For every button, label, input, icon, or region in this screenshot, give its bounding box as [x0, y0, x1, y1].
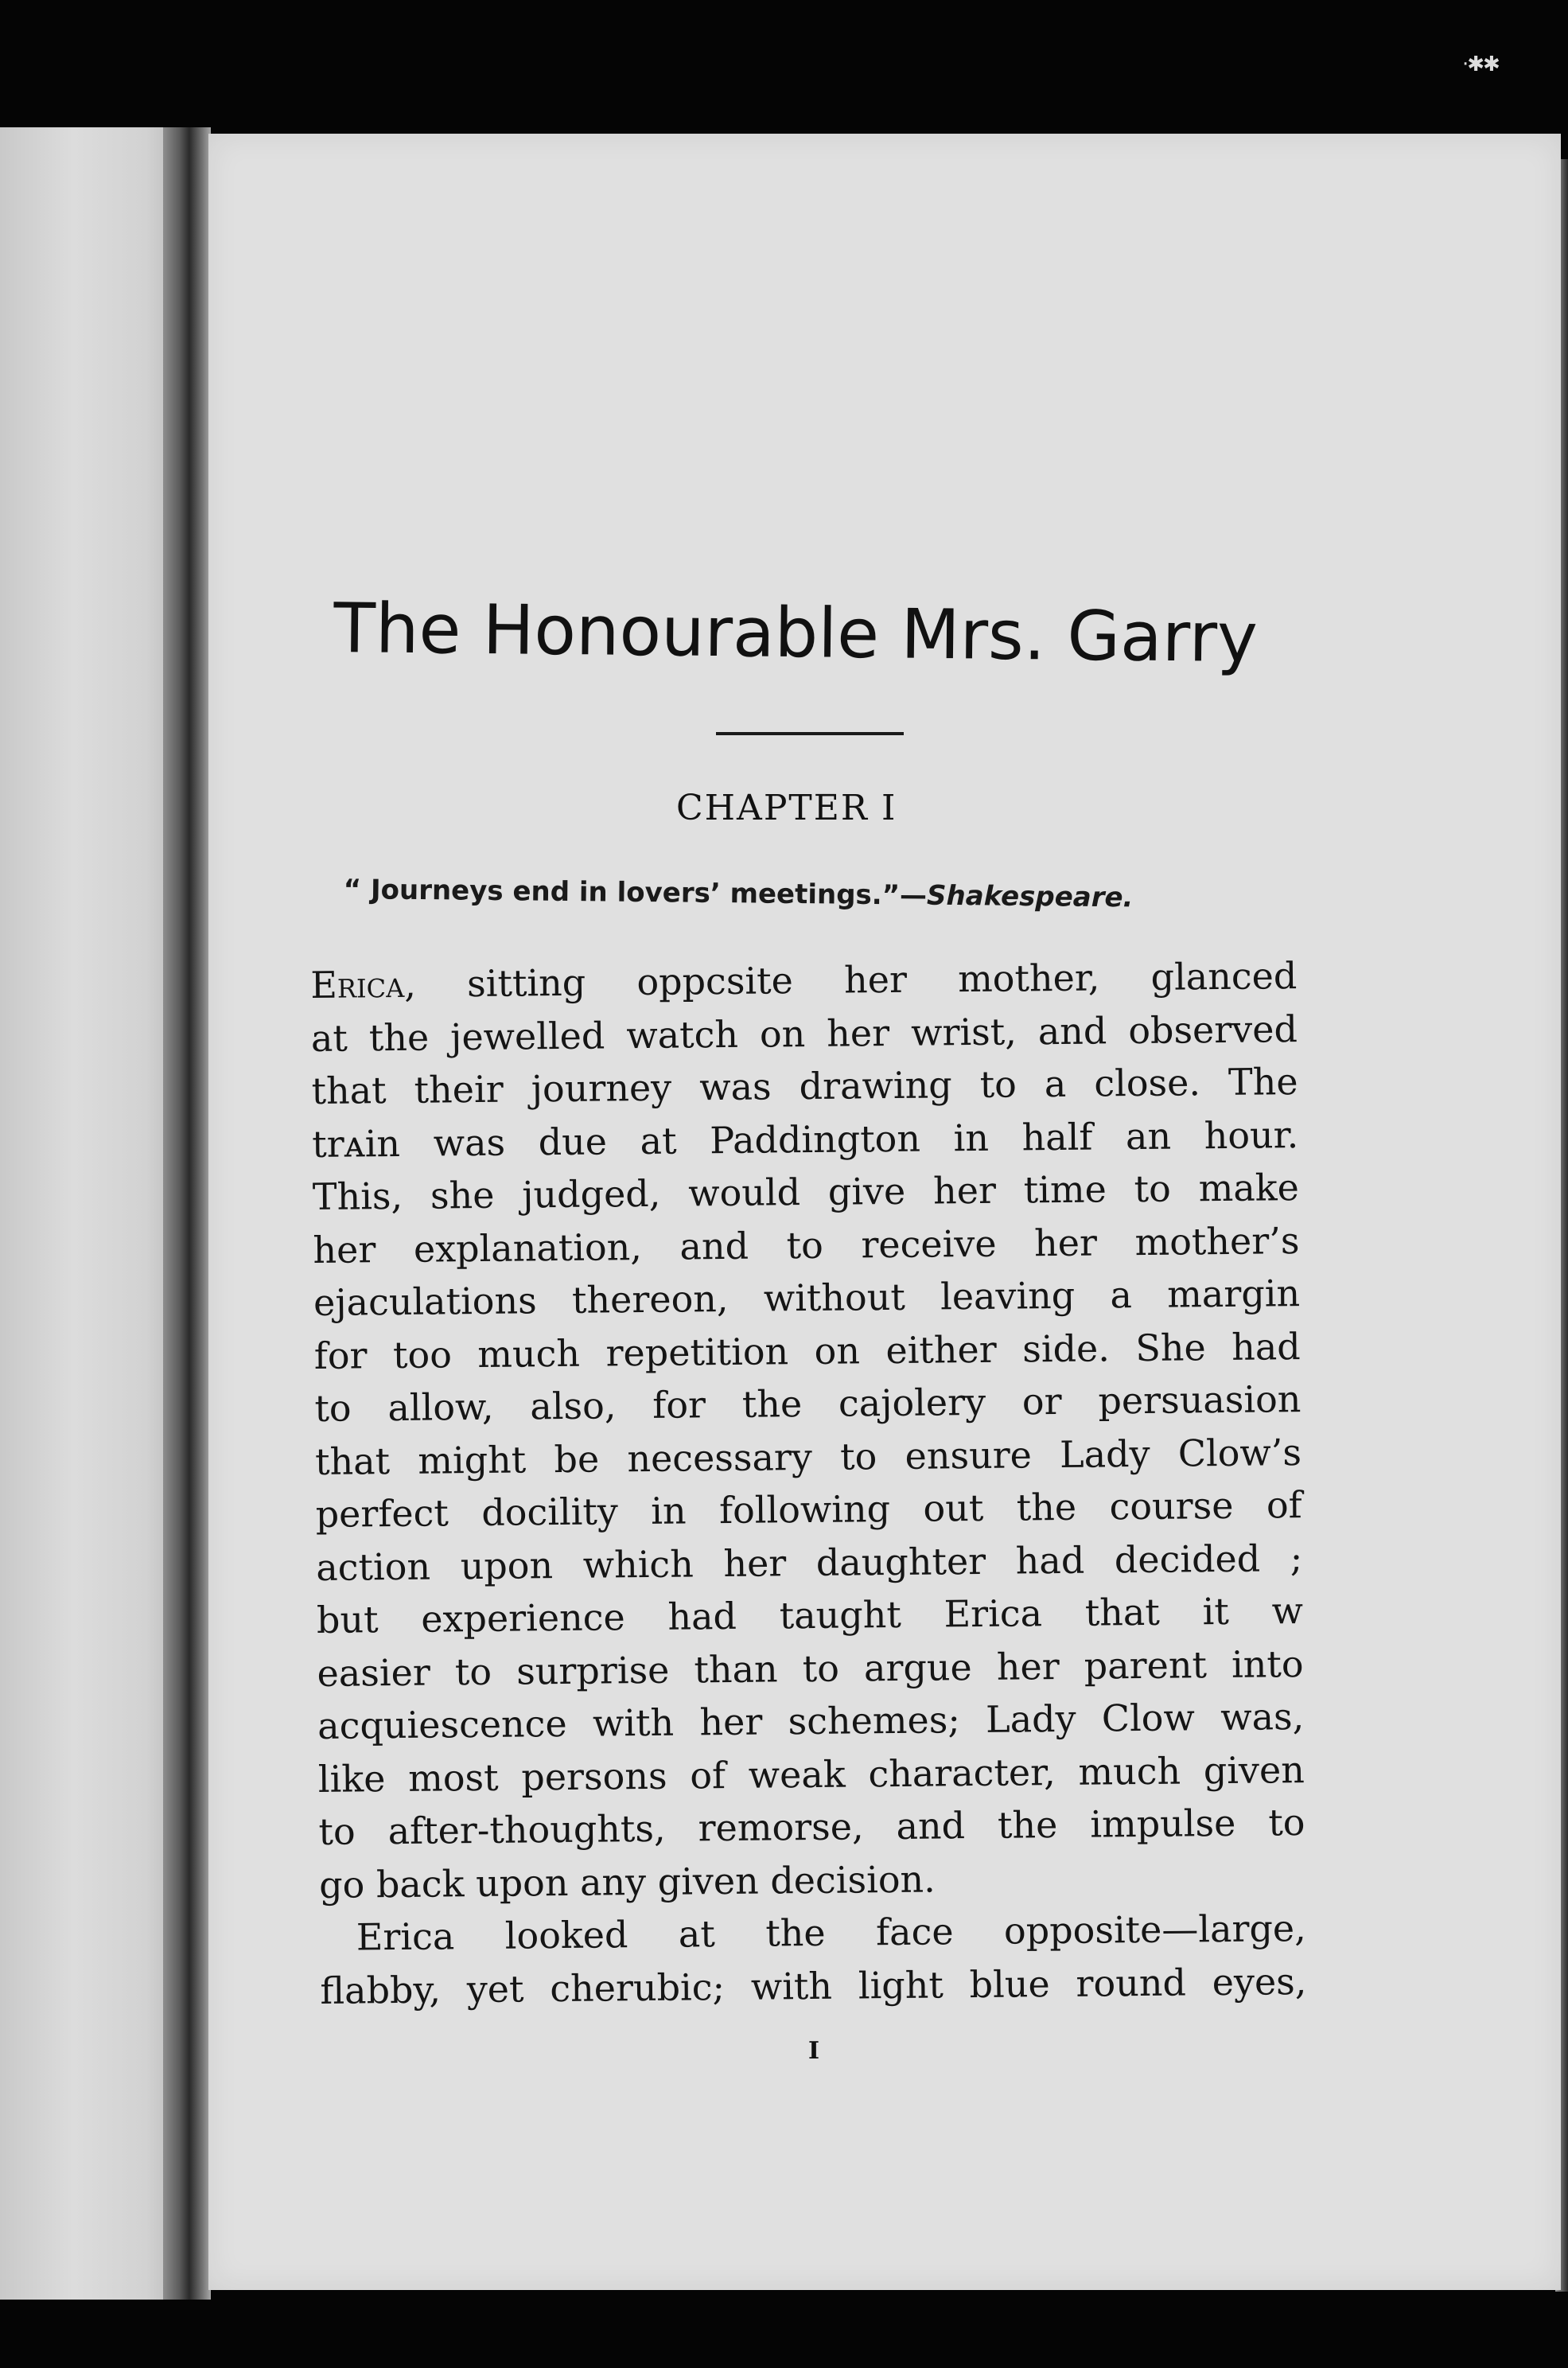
first-line-rest: , sitting oppcsite her mother, glanced — [403, 954, 1298, 1006]
text-line: but experience had taught Erica that it w — [316, 1589, 1304, 1642]
text-line-1 — [310, 949, 1298, 1011]
text-line-paragraph-start: Erica looked at the face opposite—large, — [356, 1906, 1307, 1959]
title-divider-rule — [716, 732, 904, 735]
chapter-body-text — [310, 949, 1307, 2017]
text-line: ejaculations thereon, without leaving a margin — [313, 1272, 1301, 1324]
book-title: The Honourable Mrs. Garry — [333, 589, 1259, 679]
text-line: easier to surprise than to argue her parent into — [317, 1642, 1304, 1695]
text-line-paragraph-end: go back upon any given decision. — [318, 1857, 936, 1906]
text-line: to allow, also, for the cajolery or persuasion — [314, 1377, 1301, 1430]
scan-corner-mark: ·✱✱ — [1462, 53, 1499, 76]
text-line: her explanation, and to receive her mother’s — [313, 1218, 1300, 1272]
text-line: that might be necessary to ensure Lady Clow’s — [314, 1430, 1302, 1483]
text-line: acquiescence with her schemes; Lady Clow was, — [317, 1695, 1305, 1747]
text-line: at the jewelled watch on her wrist, and observed — [310, 1007, 1298, 1060]
text-line: for too much repetition on either side. She had — [313, 1324, 1301, 1377]
text-line: perfect docility in following out the course of — [315, 1483, 1302, 1536]
drop-first-word: Erica — [310, 962, 405, 1007]
text-line: This, she judged, would give her time to make — [312, 1166, 1300, 1218]
epigraph-source: Shakespeare. — [926, 879, 1134, 914]
text-line: action upon which her daughter had decided ; — [316, 1536, 1303, 1589]
text-line: to after-thoughts, remorse, and the impulse to — [318, 1801, 1305, 1853]
text-line: flabby, yet cherubic; with light blue round eyes, — [320, 1959, 1307, 2012]
chapter-heading: CHAPTER I — [676, 788, 897, 828]
text-line: that their journey was drawing to a close. The — [311, 1060, 1298, 1112]
text-line: trᴀin was due at Paddington in half an hour. — [311, 1112, 1299, 1166]
page-number: I — [808, 2037, 820, 2065]
previous-page-edge — [0, 127, 183, 2300]
book-gutter — [163, 127, 211, 2300]
epigraph-quote: “ Journeys end in lovers’ meetings.”— — [343, 874, 928, 912]
text-line: like most persons of weak character, much given — [317, 1747, 1305, 1801]
